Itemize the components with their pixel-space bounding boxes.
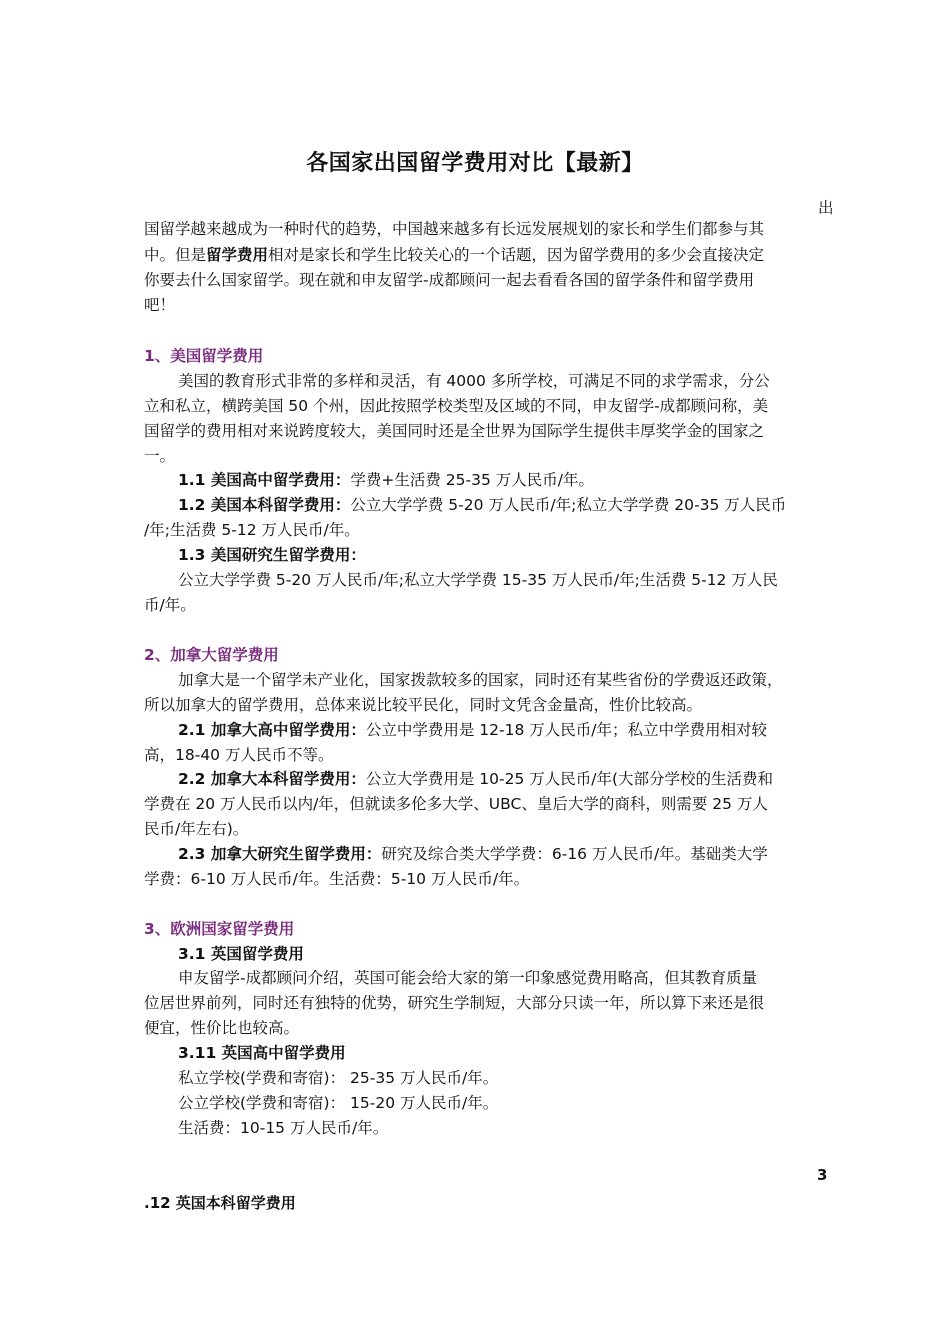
usa-item-2-label: 1.2 美国本科留学费用： <box>178 496 351 514</box>
usa-item-1-text: 学费+生活费 25-35 万人民币/年。 <box>350 471 594 489</box>
usa-item-3-line-2: 币/年。 <box>144 596 196 614</box>
section-heading-usa: 1、美国留学费用 <box>144 347 264 365</box>
page-number: 3 <box>817 1166 828 1184</box>
canada-item-2-label: 2.2 加拿大本科留学费用： <box>178 770 366 788</box>
canada-item-3-text: 研究及综合类大学学费：6-16 万人民币/年。基础类大学 <box>381 845 768 863</box>
intro-line-3: 你要去什么国家留学。现在就和申友留学-成都顾问一起去看看各国的留学条件和留学费用 <box>144 271 755 289</box>
usa-item-2 <box>178 493 786 517</box>
uk-fee-living: 生活费：10-15 万人民币/年。 <box>178 1119 389 1137</box>
canada-item-3 <box>178 842 768 866</box>
canada-item-2-cont-2: 民币/年左右)。 <box>144 820 249 838</box>
section-heading-europe: 3、欧洲国家留学费用 <box>144 920 295 938</box>
section-heading-canada: 2、加拿大留学费用 <box>144 646 279 664</box>
canada-item-2-text: 公立大学费用是 10-25 万人民币/年(大部分学校的生活费和 <box>365 770 774 788</box>
canada-item-1-text: 公立中学费用是 12-18 万人民币/年；私立中学费用相对较 <box>365 721 767 739</box>
usa-para-line-3: 国留学的费用相对来说跨度较大，美国同时还是全世界为国际学生提供丰厚奖学金的国家之 <box>144 422 765 440</box>
usa-para-line-4: 一。 <box>144 447 176 465</box>
intro-first-char: 出 <box>818 199 834 217</box>
canada-item-3-cont: 学费：6-10 万人民币/年。生活费：5-10 万人民币/年。 <box>144 870 530 888</box>
usa-item-1 <box>178 468 594 492</box>
intro-line-2 <box>144 243 764 267</box>
canada-para-line-2: 所以加拿大的留学费用，总体来说比较平民化，同时文凭含金量高，性价比较高。 <box>144 696 703 714</box>
usa-item-2-cont: /年;生活费 5-12 万人民币/年。 <box>144 521 360 539</box>
usa-item-1-label: 1.1 美国高中留学费用： <box>178 471 351 489</box>
uk-fee-public: 公立学校(学费和寄宿)： 15-20 万人民币/年。 <box>178 1094 499 1112</box>
usa-item-2-text: 公立大学学费 5-20 万人民币/年;私立大学学费 20-35 万人民币 <box>350 496 787 514</box>
intro-line-2a: 中。但是 <box>144 246 207 264</box>
uk-fee-private: 私立学校(学费和寄宿)： 25-35 万人民币/年。 <box>178 1069 499 1087</box>
uk-para-line-2: 位居世界前列，同时还有独特的优势，研究生学制短，大部分只读一年，所以算下来还是很 <box>144 994 765 1012</box>
canada-item-2-cont-1: 学费在 20 万人民币以内/年，但就读多伦多大学、UBC、皇后大学的商科，则需要 25 万人 <box>144 795 768 813</box>
usa-item-3-label: 1.3 美国研究生留学费用： <box>178 546 366 564</box>
usa-para-line-2: 立和私立，横跨美国 50 个州，因此按照学校类型及区域的不同，申友留学-成都顾问称，美 <box>144 397 769 415</box>
canada-item-3-label: 2.3 加拿大研究生留学费用： <box>178 845 382 863</box>
intro-line-4: 吧！ <box>144 296 176 314</box>
page-title: 各国家出国留学费用对比【最新】 <box>306 151 644 176</box>
usa-item-3-line-1: 公立大学学费 5-20 万人民币/年;私立大学学费 15-35 万人民币/年;生活费 5-12 万人民 <box>178 571 778 589</box>
usa-para-line-1: 美国的教育形式非常的多样和灵活，有 4000 多所学校，可满足不同的求学需求，分公 <box>178 372 770 390</box>
canada-item-1-cont: 高，18-40 万人民币不等。 <box>144 746 334 764</box>
canada-item-2 <box>178 767 773 791</box>
uk-subheading: 3.1 英国留学费用 <box>178 945 304 963</box>
intro-keyword: 留学费用 <box>206 246 269 264</box>
uk-highschool-subheading: 3.11 英国高中留学费用 <box>178 1044 346 1062</box>
canada-item-1 <box>178 718 767 742</box>
canada-item-1-label: 2.1 加拿大高中留学费用： <box>178 721 366 739</box>
canada-para-line-1: 加拿大是一个留学未产业化，国家拨款较多的国家，同时还有某些省份的学费返还政策， <box>178 671 783 689</box>
intro-line-2c: 相对是家长和学生比较关心的一个话题，因为留学费用的多少会直接决定 <box>268 246 765 264</box>
uk-para-line-3: 便宜，性价比也较高。 <box>144 1019 300 1037</box>
next-section-heading: .12 英国本科留学费用 <box>144 1194 296 1212</box>
uk-para-line-1: 申友留学-成都顾问介绍，英国可能会给大家的第一印象感觉费用略高，但其教育质量 <box>178 969 758 987</box>
intro-line-1: 国留学越来越成为一种时代的趋势，中国越来越多有长远发展规划的家长和学生们都参与其 <box>144 220 765 238</box>
